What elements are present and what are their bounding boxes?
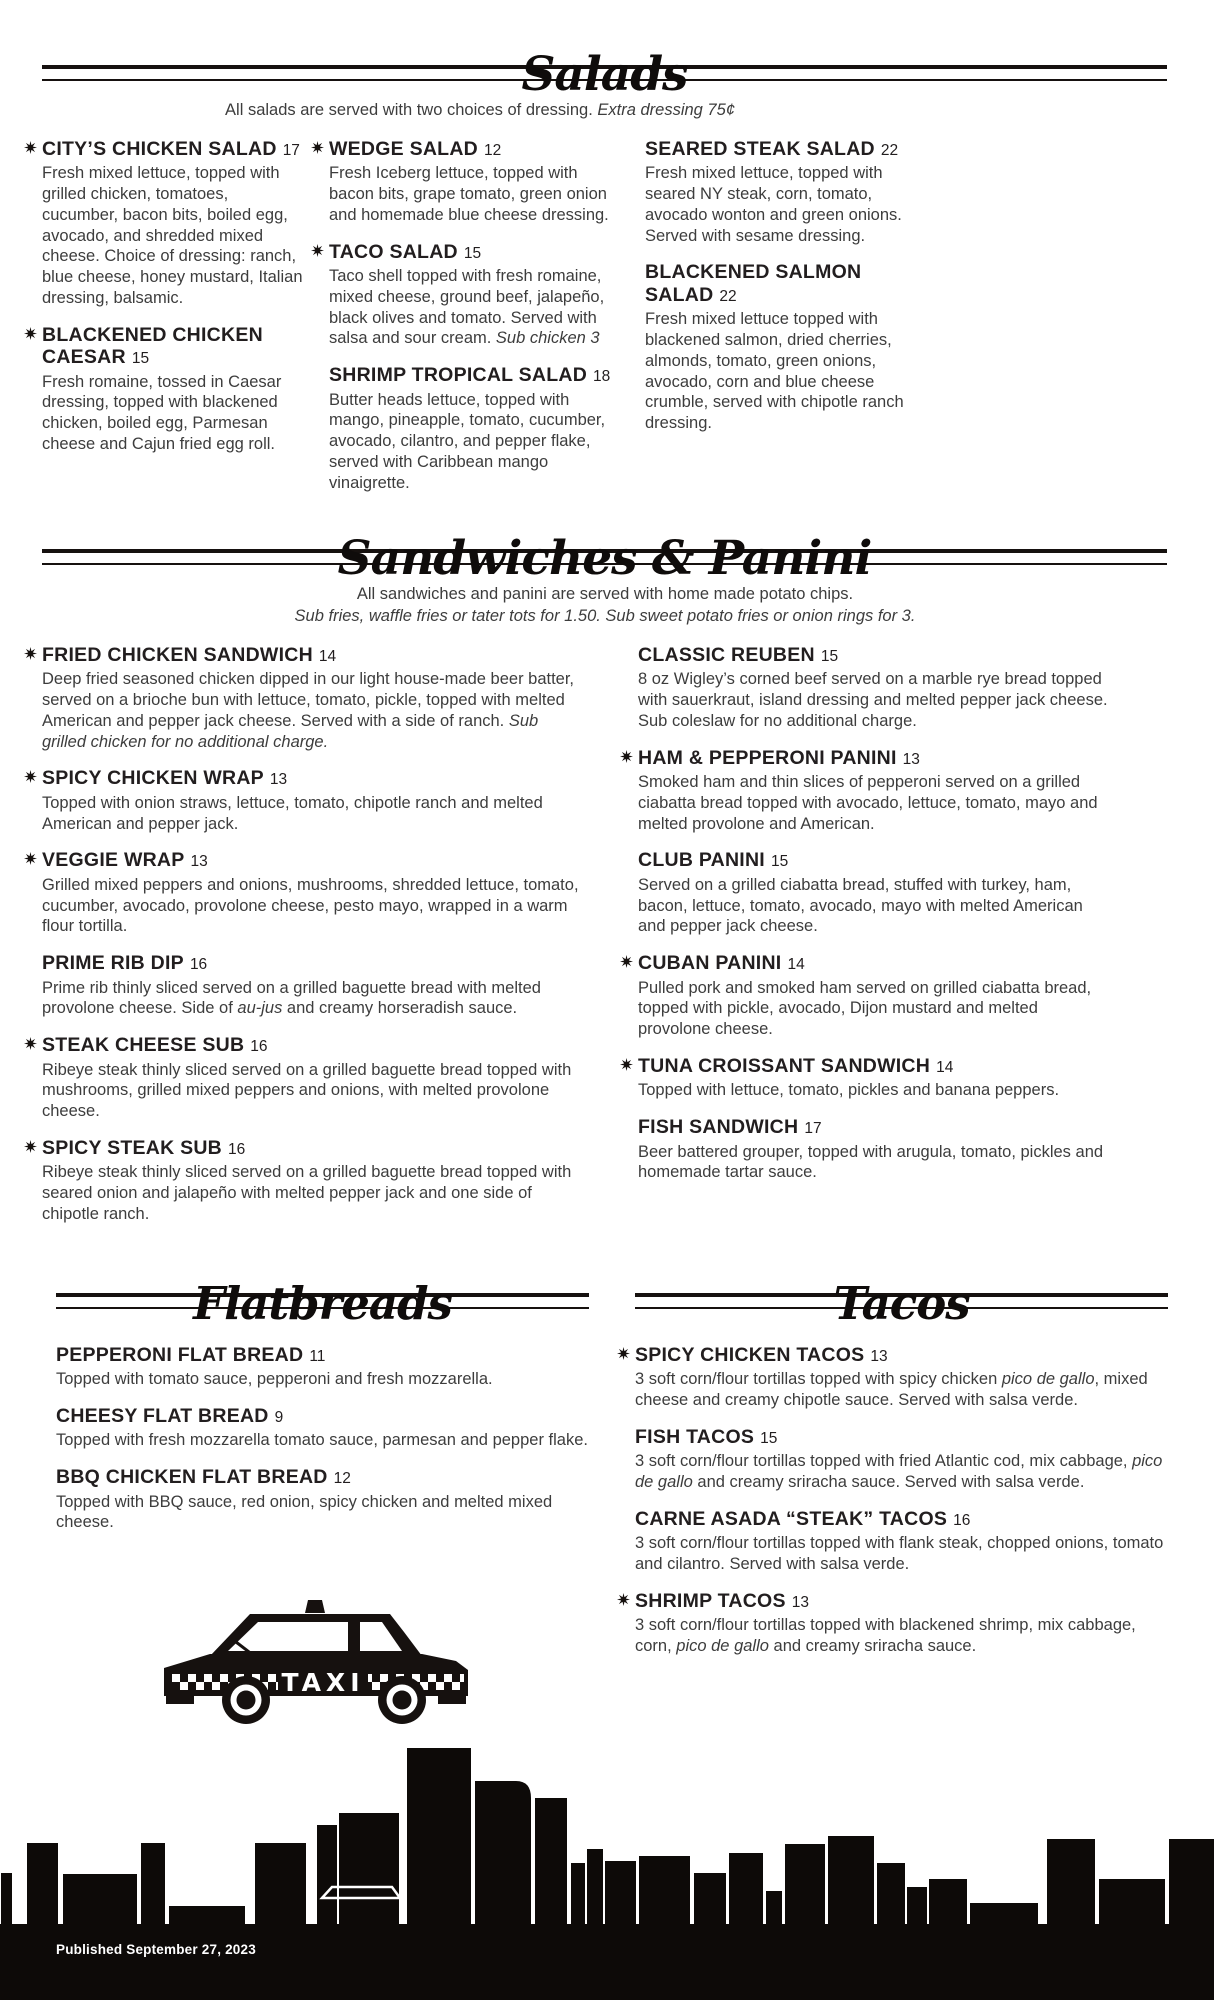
item-name-text: BLACKENED CHICKEN CAESAR [42, 323, 263, 369]
item-description [645, 309, 915, 434]
item-name [638, 952, 1108, 974]
description-text: Fresh Iceberg lettuce, topped with bacon bits, grape tomato, green onion and homemade blue cheese dressing. [329, 164, 609, 224]
menu-item [42, 1137, 582, 1225]
description-text: 3 soft corn/flour tortillas topped with flank steak, chopped onions, tomato and cilantro. Served with salsa verde. [635, 1534, 1164, 1573]
description-text: and creamy sriracha sauce. Served with salsa verde. [692, 1472, 1085, 1491]
item-description [42, 978, 582, 1020]
item-name-text: CARNE ASADA “STEAK” TACOS [635, 1507, 948, 1530]
item-name [645, 261, 915, 306]
menu-item [638, 1055, 1108, 1101]
menu-item [329, 138, 620, 226]
description-text: Ribeye steak thinly sliced served on a grilled baguette bread topped with mushrooms, grilled mixed peppers and onions, with melted provolone cheese. [42, 1060, 572, 1121]
item-name [42, 849, 582, 871]
item-description [645, 163, 915, 246]
sandwiches-header [42, 508, 1167, 587]
item-description [329, 163, 620, 225]
item-description [635, 1615, 1168, 1657]
item-price: 15 [131, 350, 150, 368]
description-italic-text: pico de gallo [676, 1636, 769, 1655]
description-text: Prime rib thinly sliced served on a grilled baguette bread with melted provolone cheese. Side of [42, 978, 541, 1018]
item-description [329, 266, 620, 349]
item-name-text: PEPPERONI FLAT BREAD [56, 1343, 304, 1366]
description-text: Beer battered grouper, topped with arugula, tomato, pickles and homemade tartar sauce. [638, 1142, 1104, 1182]
item-name-text: STEAK CHEESE SUB [42, 1034, 245, 1057]
description-text: 3 soft corn/flour tortillas topped with blackened shrimp, mix cabbage, corn, [635, 1616, 1136, 1655]
eight-point-star-icon [617, 1593, 630, 1606]
tacos-column [635, 1344, 1168, 1657]
description-text: and creamy horseradish sauce. [282, 999, 518, 1018]
item-price: 17 [804, 1120, 822, 1138]
description-text: Served on a grilled ciabatta bread, stuffed with turkey, ham, bacon, lettuce, tomato, avocado, mayo with melted American and pepper jack cheese. [638, 875, 1083, 936]
item-price: 16 [953, 1511, 971, 1529]
menu-item [638, 644, 1108, 732]
item-name [638, 747, 1108, 769]
item-price: 16 [189, 956, 208, 974]
item-name-text: PRIME RIB DIP [42, 952, 184, 975]
item-name [329, 364, 620, 386]
menu-item [56, 1405, 589, 1451]
item-name [42, 138, 304, 160]
item-name [638, 1055, 1108, 1077]
menu-item [42, 1034, 582, 1122]
section-tacos [635, 1252, 1168, 1672]
item-name-text: BBQ CHICKEN FLAT BREAD [56, 1466, 328, 1489]
menu-item [42, 767, 582, 834]
item-name-text: CHEESY FLAT BREAD [56, 1404, 269, 1427]
description-text: Topped with fresh mozzarella tomato sauce, parmesan and pepper flake. [56, 1431, 588, 1450]
item-name [42, 1137, 582, 1159]
item-price: 18 [593, 368, 611, 386]
eight-point-star-icon [24, 141, 37, 154]
description-text: 3 soft corn/flour tortillas topped with spicy chicken [635, 1370, 1002, 1389]
item-price: 13 [269, 771, 288, 789]
item-price: 12 [333, 1470, 351, 1488]
item-description [42, 875, 582, 937]
sandwiches-intro [42, 584, 1168, 628]
published-date: Published September 27, 2023 [56, 1942, 256, 1957]
description-text: Grilled mixed peppers and onions, mushrooms, shredded lettuce, tomato, cucumber, avocado, provolone cheese, pesto mayo, wrapped in a warm flour tortilla. [42, 875, 579, 936]
item-price: 13 [902, 750, 920, 768]
item-name-text: HAM & PEPPERONI PANINI [638, 746, 897, 769]
item-price: 15 [770, 853, 789, 871]
item-name [329, 241, 620, 263]
menu-item [56, 1344, 589, 1390]
sandwiches-column-2 [638, 644, 1108, 1240]
intro-italic-text: Sub fries, waffle fries or tater tots for 1.50. Sub sweet potato fries or onion rings for 3. [294, 607, 916, 626]
city-skyline-icon [0, 1740, 1214, 2000]
eight-point-star-icon [24, 770, 37, 783]
item-price: 13 [791, 1593, 809, 1611]
item-price: 14 [936, 1059, 954, 1076]
description-text: Fresh mixed lettuce topped with blackened salmon, dried cherries, almonds, tomato, green onions, avocado, corn and blue cheese crumble, served with chipotle ranch dressing. [645, 310, 904, 433]
menu-item [42, 644, 582, 753]
flatbreads-column [56, 1344, 589, 1533]
description-text: 8 oz Wigley’s corned beef served on a marble rye bread topped with sauerkraut, island dressing and melted pepper jack cheese. Sub coleslaw for no additional charge. [638, 670, 1108, 730]
description-text: Taco shell topped with fresh romaine, mixed cheese, ground beef, jalapeño, black olives and tomato. Served with salsa and sour cream. [329, 266, 605, 348]
item-name [42, 767, 582, 789]
item-name [42, 952, 582, 974]
item-description [42, 372, 304, 455]
description-text: Deep fried seasoned chicken dipped in our light house-made beer batter, served on a brioche bun with lettuce, tomato, pickle, topped with melted American and pepper jack cheese. Served with a side of ranch. [42, 670, 575, 730]
description-text: Ribeye steak thinly sliced served on a grilled baguette bread topped with seared onion and jalapeño with melted pepper jack and one side of chipotle ranch. [42, 1163, 572, 1223]
item-name [638, 644, 1108, 666]
item-description [42, 1162, 582, 1224]
menu-item [42, 324, 304, 455]
section-title-sandwiches: Sandwiches & Panini [337, 531, 872, 587]
item-name-text: SPICY CHICKEN TACOS [635, 1343, 865, 1366]
item-description [638, 875, 1108, 937]
description-text: Topped with onion straws, lettuce, tomato, chipotle ranch and melted American and pepper jack. [42, 793, 543, 833]
menu-item [635, 1426, 1168, 1493]
item-name-text: SPICY STEAK SUB [42, 1136, 223, 1159]
item-name [56, 1344, 589, 1366]
svg-text:TAXI: TAXI [281, 1668, 365, 1697]
item-name-text: SHRIMP TROPICAL SALAD [329, 364, 588, 387]
item-description [638, 1142, 1108, 1184]
item-name [42, 1034, 582, 1056]
item-name [56, 1466, 589, 1488]
menu-item [635, 1344, 1168, 1411]
item-price: 15 [760, 1429, 778, 1447]
salads-intro [40, 100, 920, 122]
item-price: 15 [820, 647, 839, 665]
item-name-text: FISH TACOS [635, 1425, 755, 1448]
item-name [635, 1344, 1168, 1366]
item-name [329, 138, 620, 160]
salads-header [42, 24, 1167, 102]
menu-item [42, 952, 582, 1019]
item-description [42, 1060, 582, 1122]
menu-item [638, 747, 1108, 835]
salads-columns [42, 138, 1214, 509]
item-price: 13 [870, 1347, 888, 1365]
menu-item [329, 364, 620, 493]
item-price: 12 [484, 141, 502, 159]
section-title-salads: Salads [521, 47, 688, 102]
menu-item [638, 849, 1108, 937]
sandwiches-columns [42, 644, 1214, 1240]
item-name-text: TUNA CROISSANT SANDWICH [638, 1055, 931, 1077]
item-price: 14 [787, 956, 805, 974]
item-name-text: SPICY CHICKEN WRAP [42, 767, 264, 790]
item-price: 22 [719, 287, 737, 305]
item-description [638, 669, 1108, 731]
item-name-text: SEARED STEAK SALAD [645, 137, 875, 160]
taxi-icon [150, 1598, 482, 1750]
intro-text: All sandwiches and panini are served with home made potato chips. [356, 585, 854, 604]
eight-point-star-icon [24, 1140, 37, 1153]
eight-point-star-icon [620, 750, 633, 763]
item-name [635, 1508, 1168, 1530]
item-price: 16 [228, 1140, 246, 1158]
item-price: 9 [274, 1408, 284, 1426]
salads-column-3 [645, 138, 915, 509]
menu-item [329, 241, 620, 350]
item-name-text: SHRIMP TACOS [635, 1589, 786, 1612]
menu-item [42, 138, 304, 309]
description-italic-text: Sub grilled chicken for no additional charge. [42, 711, 539, 751]
item-description [56, 1492, 589, 1534]
eight-point-star-icon [24, 327, 37, 340]
item-name [635, 1426, 1168, 1448]
salads-column-2 [329, 138, 620, 509]
description-italic-text: pico de gallo [635, 1452, 1163, 1491]
item-description [638, 1080, 1108, 1101]
description-text: Topped with tomato sauce, pepperoni and fresh mozzarella. [56, 1370, 493, 1389]
tacos-header [635, 1252, 1168, 1330]
item-price: 22 [880, 141, 899, 159]
flatbreads-header [56, 1252, 589, 1330]
item-name-text: CLASSIC REUBEN [638, 643, 815, 666]
description-text: 3 soft corn/flour tortillas topped with fried Atlantic cod, mix cabbage, [635, 1452, 1133, 1471]
description-italic-text: pico de gallo [1001, 1370, 1095, 1389]
item-price: 15 [463, 244, 482, 262]
item-name [42, 644, 582, 666]
item-price: 14 [318, 647, 337, 665]
item-name [42, 324, 304, 369]
description-text: and creamy sriracha sauce. [768, 1636, 977, 1655]
item-description [638, 772, 1108, 834]
item-price: 17 [282, 141, 300, 159]
item-name [638, 1116, 1108, 1138]
description-text: Topped with BBQ sauce, red onion, spicy chicken and melted mixed cheese. [56, 1492, 553, 1532]
eight-point-star-icon [311, 244, 324, 257]
description-text: Smoked ham and thin slices of pepperoni served on a grilled ciabatta bread topped with avocado, lettuce, tomato, mayo and melted provolone and American. [638, 773, 1098, 833]
item-name-text: FRIED CHICKEN SANDWICH [42, 643, 313, 666]
item-name-text: TACO SALAD [329, 240, 458, 263]
salads-column-1 [42, 138, 304, 509]
section-title-tacos: Tacos [833, 1276, 970, 1330]
menu-item [638, 952, 1108, 1040]
sandwiches-column-1 [42, 644, 582, 1240]
item-name-text: CLUB PANINI [638, 849, 765, 872]
item-description [42, 163, 304, 308]
description-text: Butter heads lettuce, topped with mango, pineapple, tomato, cucumber, avocado, cilantro, and pepper flake, served with Caribbean mango vinaigrette. [329, 390, 606, 492]
taxi-icon [150, 1598, 482, 1750]
item-name [635, 1590, 1168, 1612]
intro-text: All salads are served with two choices of dressing. [225, 101, 598, 119]
item-description [635, 1369, 1168, 1411]
eight-point-star-icon [620, 1058, 633, 1071]
item-name-text: WEDGE SALAD [329, 137, 478, 160]
description-italic-text: au-jus [237, 999, 283, 1018]
eight-point-star-icon [617, 1347, 630, 1360]
item-name [638, 849, 1108, 871]
item-price: 16 [250, 1038, 268, 1056]
eight-point-star-icon [24, 1037, 37, 1050]
item-name [56, 1405, 589, 1427]
description-text: Fresh mixed lettuce, topped with seared NY steak, corn, tomato, avocado wonton and green onions. Served with sesame dressing. [645, 164, 902, 245]
section-salads [0, 24, 1214, 508]
item-description [56, 1430, 589, 1451]
item-description [635, 1451, 1168, 1493]
section-title-flatbreads: Flatbreads [193, 1276, 452, 1330]
item-price: 13 [190, 853, 208, 871]
description-text: Fresh mixed lettuce, topped with grilled chicken, tomatoes, cucumber, bacon bits, boiled egg, avocado, and shredded mixed cheese. Choice of dressing: ranch, blue cheese, honey mustard, Italian dressing, balsamic. [42, 164, 303, 307]
item-name-text: CITY’S CHICKEN SALAD [42, 137, 277, 160]
description-italic-text: Sub chicken 3 [495, 329, 600, 348]
item-name-text: BLACKENED SALMON SALAD [645, 261, 862, 306]
item-description [42, 669, 582, 752]
eight-point-star-icon [24, 647, 37, 660]
description-text: Pulled pork and smoked ham served on grilled ciabatta bread, topped with pickle, avocado, Dijon mustard and melted provolone cheese. [638, 978, 1092, 1039]
eight-point-star-icon [311, 141, 324, 154]
description-text: Fresh romaine, tossed in Caesar dressing, topped with blackened chicken, boiled egg, Parmesan cheese and Cajun fried egg roll. [42, 372, 282, 453]
menu-item [635, 1508, 1168, 1575]
eight-point-star-icon [620, 955, 633, 968]
item-description [638, 978, 1108, 1040]
item-description [42, 793, 582, 835]
menu-item [56, 1466, 589, 1533]
menu-item [42, 849, 582, 937]
menu-item [645, 138, 915, 247]
section-sandwiches [0, 508, 1214, 1239]
item-description [329, 390, 620, 494]
item-name [645, 138, 915, 160]
item-description [635, 1533, 1168, 1575]
item-name-text: FISH SANDWICH [638, 1116, 799, 1139]
menu-item [635, 1590, 1168, 1657]
intro-italic-text: Extra dressing 75¢ [597, 101, 735, 119]
menu-item [638, 1116, 1108, 1183]
item-name-text: VEGGIE WRAP [42, 849, 185, 872]
description-text: , mixed cheese and creamy chipotle sauce. Served with salsa verde. [635, 1370, 1148, 1409]
item-description [56, 1369, 589, 1390]
item-price: 11 [309, 1347, 326, 1365]
menu-item [645, 261, 915, 434]
description-text: Topped with lettuce, tomato, pickles and banana peppers. [638, 1081, 1060, 1100]
eight-point-star-icon [24, 852, 37, 865]
item-name-text: CUBAN PANINI [638, 952, 782, 975]
